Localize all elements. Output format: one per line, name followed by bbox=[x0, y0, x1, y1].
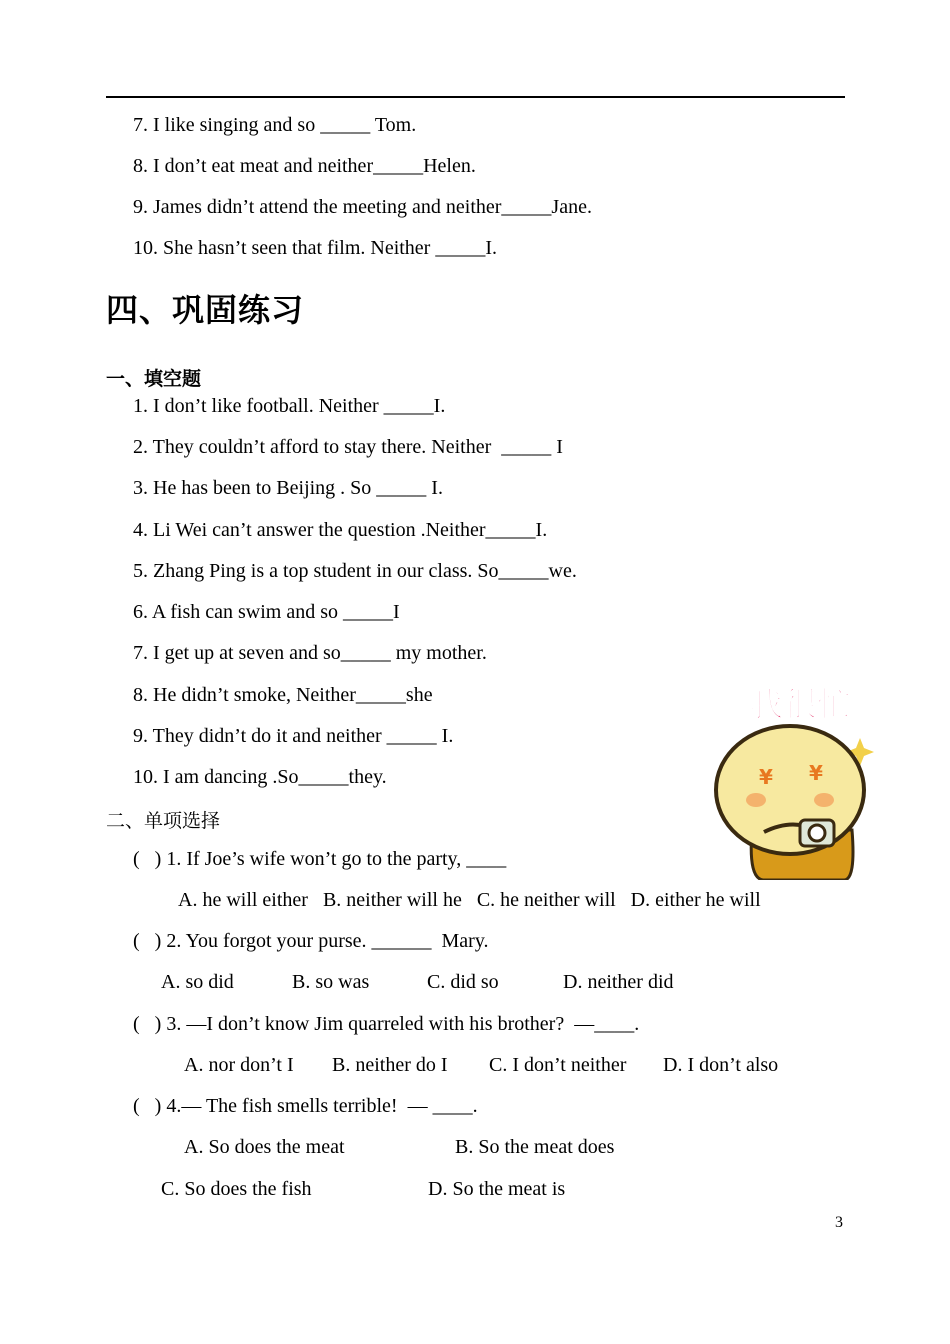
choice-q3: ( ) 3. —I don’t know Jim quarreled with his brother? —____. bbox=[133, 1013, 640, 1035]
top-item-9: 9. James didn’t attend the meeting and neither_____Jane. bbox=[133, 196, 592, 218]
fill-item-2: 2. They couldn’t afford to stay there. Neither _____ I bbox=[133, 436, 563, 458]
fill-blank-heading: 一、填空题 bbox=[106, 368, 202, 390]
fill-item-1: 1. I don’t like football. Neither _____I. bbox=[133, 395, 446, 417]
choice-q3-option-d: D. I don’t also bbox=[663, 1054, 779, 1076]
choice-q2-option-a: A. so did bbox=[161, 971, 234, 993]
mascot-face bbox=[716, 726, 864, 854]
choice-q3-option-a: A. nor don’t I bbox=[184, 1054, 294, 1076]
choice-q4-option-d: D. So the meat is bbox=[428, 1178, 566, 1200]
choice-q1: ( ) 1. If Joe’s wife won’t go to the party, ____ bbox=[133, 848, 507, 870]
fill-item-4: 4. Li Wei can’t answer the question .Neither_____I. bbox=[133, 519, 548, 541]
page-number: 3 bbox=[835, 1214, 843, 1231]
yen-eye-icon: ¥ bbox=[759, 765, 773, 789]
busy-mascot-image bbox=[704, 680, 896, 880]
fill-item-6: 6. A fish can swim and so _____I bbox=[133, 601, 400, 623]
choice-q2-option-d: D. neither did bbox=[563, 971, 674, 993]
choice-q2: ( ) 2. You forgot your purse. ______ Mary. bbox=[133, 930, 489, 952]
header-rule bbox=[106, 96, 845, 98]
top-item-10: 10. She hasn’t seen that film. Neither _____I. bbox=[133, 237, 498, 259]
fill-item-9: 9. They didn’t do it and neither _____ I. bbox=[133, 725, 454, 747]
fill-item-8: 8. He didn’t smoke, Neither_____she bbox=[133, 684, 433, 706]
top-item-8: 8. I don’t eat meat and neither_____Helen. bbox=[133, 155, 476, 177]
mascot-cheek bbox=[746, 793, 766, 807]
fill-item-10: 10. I am dancing .So_____they. bbox=[133, 766, 387, 788]
fill-item-5: 5. Zhang Ping is a top student in our class. So_____we. bbox=[133, 560, 577, 582]
mascot-cheek bbox=[814, 793, 834, 807]
fill-item-7: 7. I get up at seven and so_____ my mother. bbox=[133, 642, 487, 664]
choice-q3-option-c: C. I don’t neither bbox=[489, 1054, 627, 1076]
choice-q4-option-c: C. So does the fish bbox=[161, 1178, 312, 1200]
yen-eye-icon: ¥ bbox=[809, 761, 823, 785]
choice-q4-option-a: A. So does the meat bbox=[184, 1136, 345, 1158]
fill-item-3: 3. He has been to Beijing . So _____ I. bbox=[133, 477, 443, 499]
choice-q3-option-b: B. neither do I bbox=[332, 1054, 448, 1076]
camera-icon bbox=[800, 820, 834, 846]
top-item-7: 7. I like singing and so _____ Tom. bbox=[133, 114, 417, 136]
choice-q4-option-b: B. So the meat does bbox=[455, 1136, 615, 1158]
choice-q4: ( ) 4.— The fish smells terrible! — ____. bbox=[133, 1095, 478, 1117]
choice-q1-options: A. he will either B. neither will he C. he neither will D. either he will bbox=[178, 889, 761, 911]
choice-heading: 二、单项选择 bbox=[106, 810, 221, 832]
choice-q2-option-b: B. so was bbox=[292, 971, 370, 993]
section-title: 四、巩固练习 bbox=[106, 291, 305, 329]
choice-q2-option-c: C. did so bbox=[427, 971, 499, 993]
mascot-caption: 我很忙 bbox=[749, 685, 851, 725]
